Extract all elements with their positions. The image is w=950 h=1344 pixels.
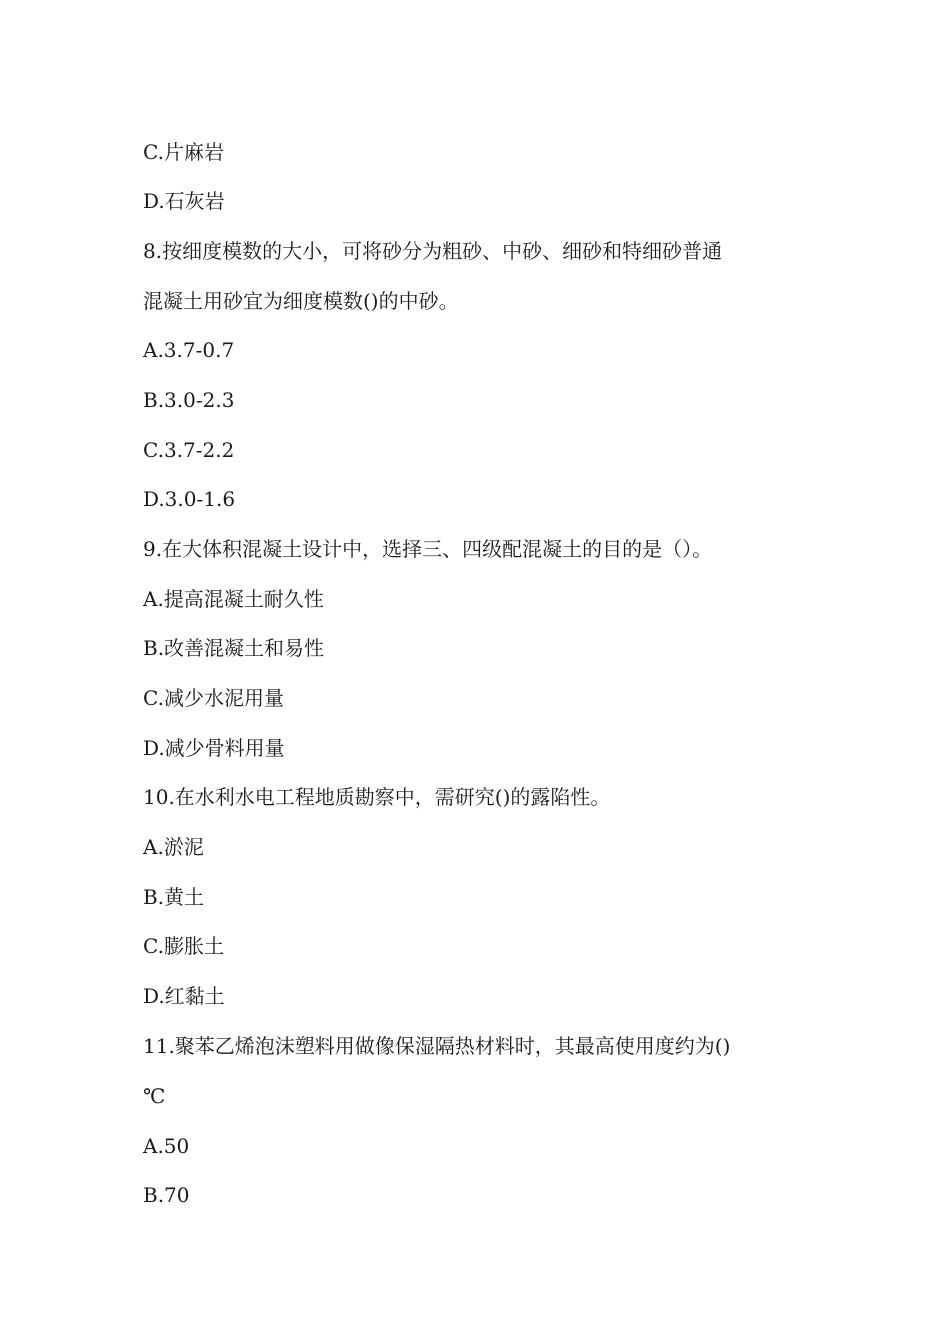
option-a-q11: A.50 bbox=[143, 1134, 190, 1158]
option-a-q10: A.淤泥 bbox=[143, 835, 204, 859]
question-8-line-2: 混凝土用砂宜为细度模数()的中砂。 bbox=[143, 289, 459, 313]
question-10: 10.在水利水电工程地质勘察中，需研究()的露陷性。 bbox=[143, 785, 611, 809]
question-8-line-1: 8.按细度模数的大小，可将砂分为粗砂、中砂、细砂和特细砂普通 bbox=[143, 239, 723, 263]
option-d-q9: D.减少骨料用量 bbox=[143, 736, 285, 760]
option-a-q9: A.提高混凝土耐久性 bbox=[143, 587, 324, 611]
question-9: 9.在大体积混凝土设计中，选择三、四级配混凝土的目的是（）。 bbox=[143, 537, 713, 561]
option-c-q9: C.减少水泥用量 bbox=[143, 686, 284, 710]
option-b-q9: B.改善混凝土和易性 bbox=[143, 636, 325, 660]
option-c-q10: C.膨胀土 bbox=[143, 934, 224, 958]
option-a-q8: A.3.7-0.7 bbox=[143, 338, 235, 362]
option-d-q10: D.红黏土 bbox=[143, 984, 225, 1008]
option-d-q7: D.石灰岩 bbox=[143, 189, 225, 213]
question-11-line-1: 11.聚苯乙烯泡沫塑料用做像保湿隔热材料时，其最高使用度约为() bbox=[143, 1034, 731, 1058]
option-d-q8: D.3.0-1.6 bbox=[143, 487, 236, 511]
option-c-q7: C.片麻岩 bbox=[143, 140, 224, 164]
option-b-q8: B.3.0-2.3 bbox=[143, 388, 235, 412]
option-b-q11: B.70 bbox=[143, 1183, 190, 1207]
option-c-q8: C.3.7-2.2 bbox=[143, 438, 235, 462]
question-11-line-2: ℃ bbox=[143, 1084, 166, 1108]
option-b-q10: B.黄土 bbox=[143, 885, 205, 909]
